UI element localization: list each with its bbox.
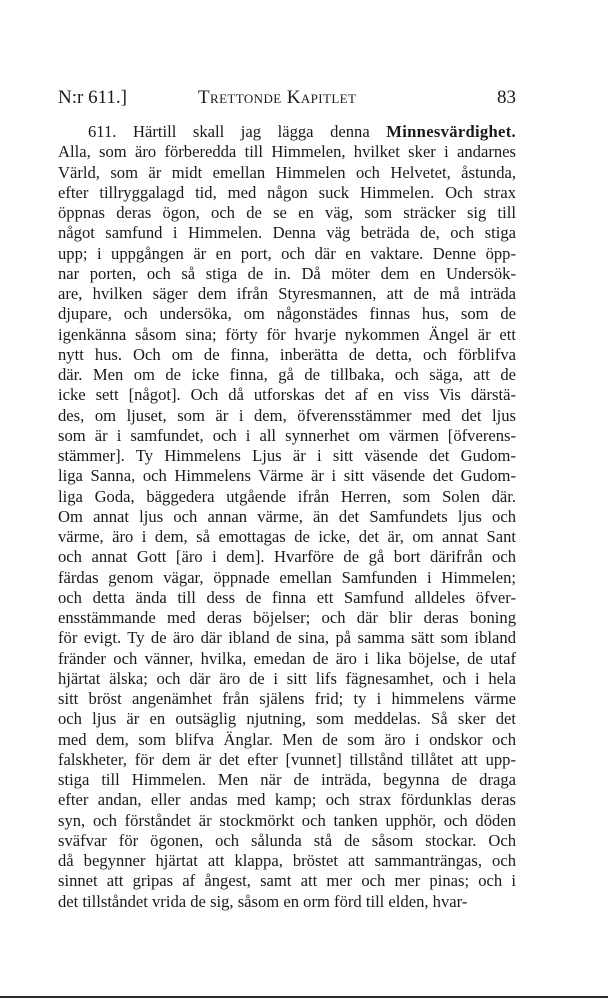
- paragraph-611: [58, 122, 516, 912]
- text-line: Om annat ljus och annan värme, än det Samfundets ljus och: [58, 506, 516, 526]
- text-line: are, hvilken säger dem ifrån Styresmannen, att de må inträda: [58, 284, 516, 303]
- text-line: sväfvar för ögonen, och sålunda stå de såsom stockar. Och: [58, 830, 516, 850]
- page-bottom-edge: [0, 996, 608, 998]
- text-line: för evigt. Ty de äro där ibland de sina, på samma sätt som ibland: [58, 628, 516, 648]
- text-line: sitt bröst angenämhet från själens frid; ty i himmelens värme: [58, 689, 516, 708]
- text-line: Värld, som är midt emellan Himmelen och Helvetet, åstunda,: [58, 162, 516, 182]
- chapter-title: Trettonde Kapitlet: [198, 87, 357, 108]
- text-line: stämmer]. Ty Himmelens Ljus är i sitt väsende det Gudom-: [58, 446, 516, 465]
- text-line: öppnas deras ögon, och de se en väg, som sträcker sig till: [58, 203, 516, 222]
- text-line: fränder och vänner, hvilka, emedan de äro i lika böjelse, de utaf: [58, 648, 516, 668]
- text-line: Alla, som äro förberedda till Himmelen, hvilket sker i andarnes: [58, 142, 516, 162]
- text-line: upp; i uppgången är en port, och där en vaktare. Denne öpp-: [58, 243, 516, 263]
- running-header: [58, 87, 516, 117]
- text-line: efter tillryggalagd tid, med någon suck Himmelen. Och strax: [58, 182, 516, 202]
- text-line: liga Goda, bäggedera utgående ifrån Herren, som Solen där.: [58, 486, 516, 506]
- text-line: efter andan, eller andas med kamp; och strax fördunklas deras: [58, 790, 516, 810]
- text-line: och detta ända till dess de finna ett Samfund alldeles öfver-: [58, 587, 516, 607]
- text-line: då begynner hjärtat att klappa, bröstet att sammanträngas, och: [58, 851, 516, 870]
- text-line: djupare, och undersöka, om någonstädes finnas hus, som de: [58, 304, 516, 324]
- text-line: stiga till Himmelen. Men när de inträda, begynna de draga: [58, 770, 516, 789]
- text-line: och annat Gott [äro i dem]. Hvarföre de gå bort därifrån och: [58, 547, 516, 567]
- text-line: värme, äro i dem, så emottagas de icke, det är, om annat Sant: [58, 527, 516, 546]
- text-line: icke sett [något]. Och då utforskas det af en viss Vis därstä-: [58, 385, 516, 405]
- text-line: des, om ljuset, som är i dem, öfverensstämmer med det ljus: [58, 405, 516, 425]
- text-line: nytt hus. Och om de finna, inberätta de detta, och förblifva: [58, 344, 516, 364]
- text-line: något samfund i Himmelen. Denna väg beträda de, och stiga: [58, 223, 516, 243]
- text-line: som är i samfundet, och i all synnerhet om värmen [öfverens-: [58, 425, 516, 445]
- text-line: nar porten, och så stiga de in. Då möter dem en Undersök-: [58, 263, 516, 283]
- text-line: [58, 122, 516, 142]
- page-number: 83: [497, 87, 516, 108]
- text-line: med dem, som blifva Änglar. Men de som äro i ondskor och: [58, 729, 516, 749]
- text-line: syn, och förståndet är stockmörkt och tanken upphör, och döden: [58, 810, 516, 830]
- text-line: det tillståndet vrida de sig, såsom en orm förd till elden, hvar-: [58, 891, 468, 911]
- text-line: ensstämmande med deras böjelser; och där blir deras boning: [58, 608, 516, 627]
- text-line: falskheter, för dem är det efter [vunnet] tillstånd tillåtet att upp-: [58, 749, 516, 769]
- text-line: där. Men om de icke finna, gå de tillbaka, och säga, att de: [58, 365, 516, 384]
- text-line: liga Sanna, och Himmelens Värme är i sitt väsende det Gudom-: [58, 466, 516, 486]
- section-number: N:r 611.]: [58, 87, 127, 108]
- text-line: sinnet att gripas af ångest, samt att mer och mer pinas; och i: [58, 871, 516, 891]
- text-line: hjärtat älska; och där äro de i sitt lifs fägnesamhet, och i hela: [58, 668, 516, 688]
- lead-bold-term: Minnesvärdighet.: [386, 122, 516, 141]
- text-line: igenkänna såsom sina; förty för hvarje nykommen Ängel är ett: [58, 324, 516, 344]
- lead-text: 611. Härtill skall jag lägga denna: [88, 122, 370, 141]
- text-line: färdas genom vägar, öppnade emellan Samfunden i Himmelen;: [58, 567, 516, 587]
- text-line: och ljus är en outsäglig njutning, som meddelas. Så sker det: [58, 709, 516, 729]
